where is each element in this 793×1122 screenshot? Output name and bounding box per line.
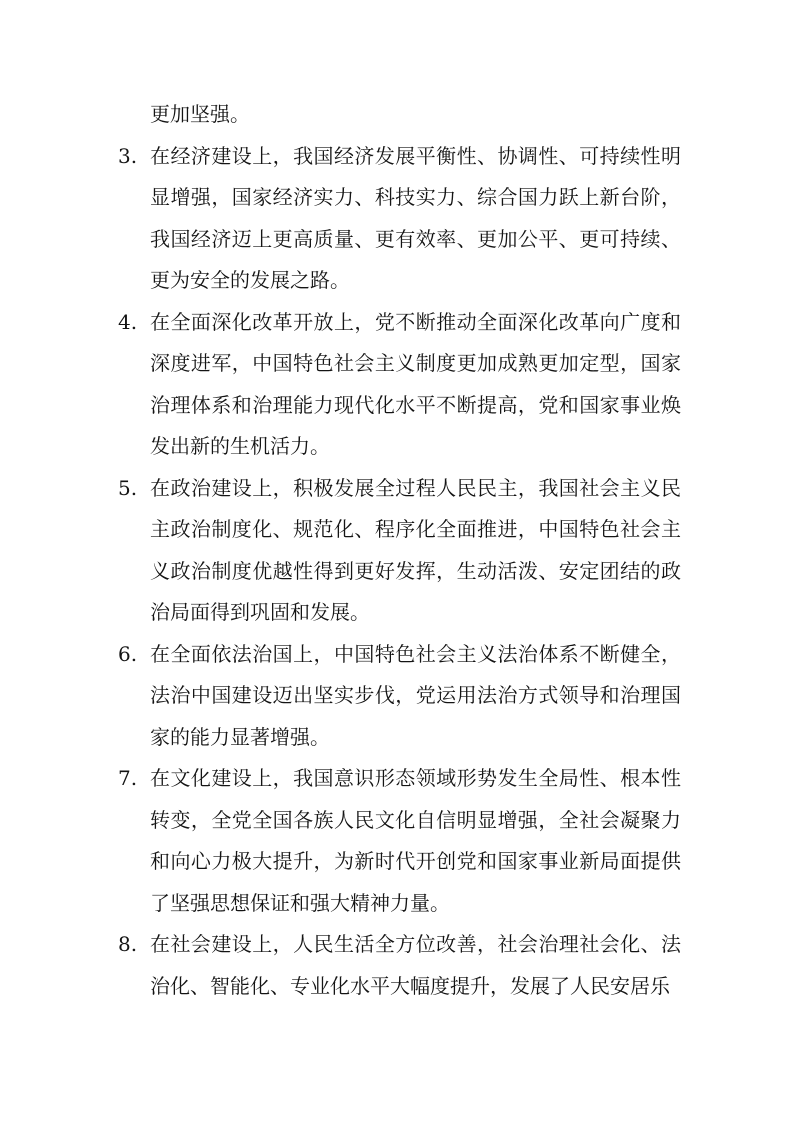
list-item (118, 468, 681, 634)
list-item (118, 634, 681, 759)
item-text: 在全面深化改革开放上，党不断推动全面深化改革向广度和深度进军，中国特色社会主义制度更加成熟更加定型，国家治理体系和治理能力现代化水平不断提高，党和国家事业焕发出新的生机活力。 (150, 309, 681, 458)
paragraph-continuation: 更加坚强。 (150, 102, 250, 126)
item-text: 在文化建设上，我国意识形态领域形势发生全局性、根本性转变，全党全国各族人民文化自信明显增强，全社会凝聚力和向心力极大提升，为新时代开创党和国家事业新局面提供了坚强思想保证和强大精神力量。 (150, 766, 681, 915)
item-number: 6. (118, 641, 138, 666)
list-item (118, 924, 681, 1007)
item-number: 8. (118, 932, 138, 956)
item-text: 在社会建设上，人民生活全方位改善，社会治理社会化、法治化、智能化、专业化水平大幅度提升，发展了人民安居乐 (150, 932, 681, 998)
item-number: 4. (118, 309, 138, 334)
item-text: 在经济建设上，我国经济发展平衡性、协调性、可持续性明显增强，国家经济实力、科技实力、综合国力跃上新台阶，我国经济迈上更高质量、更有效率、更加公平、更可持续、更为安全的发展之路。 (150, 143, 681, 292)
item-text: 在全面依法治国上，中国特色社会主义法治体系不断健全，法治中国建设迈出坚实步伐，党运用法治方式领导和治理国家的能力显著增强。 (150, 641, 681, 749)
list-item (118, 136, 681, 302)
item-text: 在政治建设上，积极发展全过程人民民主，我国社会主义民主政治制度化、规范化、程序化全面推进，中国特色社会主义政治制度优越性得到更好发挥，生动活泼、安定团结的政治局面得到巩固和发展。 (150, 475, 681, 624)
list-item (118, 302, 681, 468)
item-number: 7. (118, 766, 138, 790)
list-item (118, 758, 681, 924)
item-number: 5. (118, 475, 138, 500)
document-body (118, 94, 681, 1007)
item-number: 3. (118, 143, 138, 168)
